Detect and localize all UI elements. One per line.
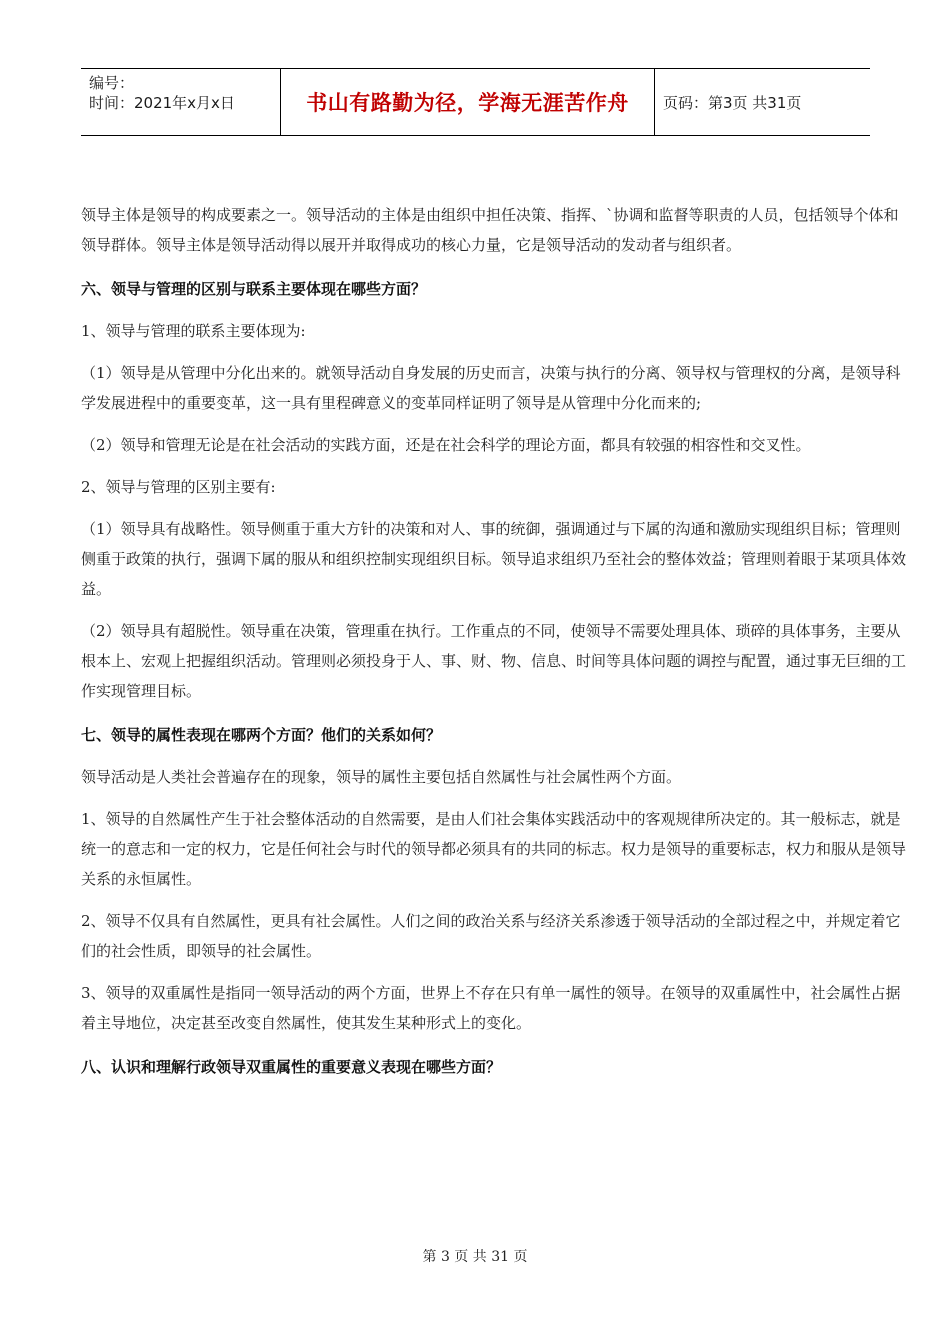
document-body: [81, 200, 913, 1082]
header-page-label: 页码：第3页 共31页: [663, 93, 802, 112]
paragraph-attributes-3: 3、领导的双重属性是指同一领导活动的两个方面，世界上不存在只有单一属性的领导。在领导的双重属性中，社会属性占据着主导地位，决定甚至改变自然属性，使其发生某种形式上的变化。: [81, 984, 901, 1032]
paragraph-difference-2: （2）领导具有超脱性。领导重在决策，管理重在执行。工作重点的不同，使领导不需要处理具体、琐碎的具体事务，主要从根本上、宏观上把握组织活动。管理则必须投身于人、事、财、物、信息、时间等具体问题的调控与配置，通过事无巨细的工作实现管理目标。: [81, 622, 907, 700]
page-footer: 第 3 页 共 31 页: [422, 1249, 528, 1265]
paragraph-attributes-2: 2、领导不仅具有自然属性，更具有社会属性。人们之间的政治关系与经济关系渗透于领导活动的全部过程之中，并规定着它们的社会性质，即领导的社会属性。: [81, 912, 901, 960]
header-motto: 书山有路勤为径，学海无涯苦作舟: [306, 91, 629, 115]
document-number-label: 编号：: [89, 74, 135, 92]
header-page-cell: [655, 69, 870, 135]
paragraph-difference-1: （1）领导具有战略性。领导侧重于重大方针的决策和对人、事的统御，强调通过与下属的沟通和激励实现组织目标；管理则侧重于政策的执行，强调下属的服从和组织控制实现组织目标。领导追求组织乃至社会的整体效益；管理则着眼于某项具体效益。: [81, 520, 907, 598]
section-heading-6: 六、领导与管理的区别与联系主要体现在哪些方面？: [81, 280, 427, 298]
paragraph-attributes-1: 1、领导的自然属性产生于社会整体活动的自然需要，是由人们社会集体实践活动中的客观规律所决定的。其一般标志，就是统一的意志和一定的权力，它是任何社会与时代的领导都必须具有的共同的标志。权力是领导的重要标志，权力和服从是领导关系的永恒属性。: [81, 810, 907, 888]
paragraph-connection-2: （2）领导和管理无论是在社会活动的实践方面，还是在社会科学的理论方面，都具有较强的相容性和交叉性。: [81, 436, 811, 454]
header-meta-cell: [81, 69, 281, 135]
paragraph-leadership-subject: 领导主体是领导的构成要素之一。领导活动的主体是由组织中担任决策、指挥、`协调和监督等职责的人员，包括领导个体和领导群体。领导主体是领导活动得以展开并取得成功的核心力量，它是领导活动的发动者与组织者。: [81, 206, 899, 254]
paragraph-connection-1: （1）领导是从管理中分化出来的。就领导活动自身发展的历史而言，决策与执行的分离、领导权与管理权的分离，是领导科学发展进程中的重要变革，这一具有里程碑意义的变革同样证明了领导是从管理中分化而来的;: [81, 364, 901, 412]
section-heading-7: 七、领导的属性表现在哪两个方面？他们的关系如何？: [81, 726, 442, 744]
subheading-difference: 2、领导与管理的区别主要有:: [81, 478, 276, 496]
document-date-label: 时间：2021年x月x日: [89, 94, 235, 112]
section-heading-8: 八、认识和理解行政领导双重属性的重要意义表现在哪些方面？: [81, 1058, 502, 1076]
paragraph-attributes-intro: 领导活动是人类社会普遍存在的现象，领导的属性主要包括自然属性与社会属性两个方面。: [81, 768, 682, 786]
document-header: [81, 68, 870, 136]
subheading-connection: 1、领导与管理的联系主要体现为:: [81, 322, 306, 340]
header-motto-cell: [281, 69, 655, 135]
